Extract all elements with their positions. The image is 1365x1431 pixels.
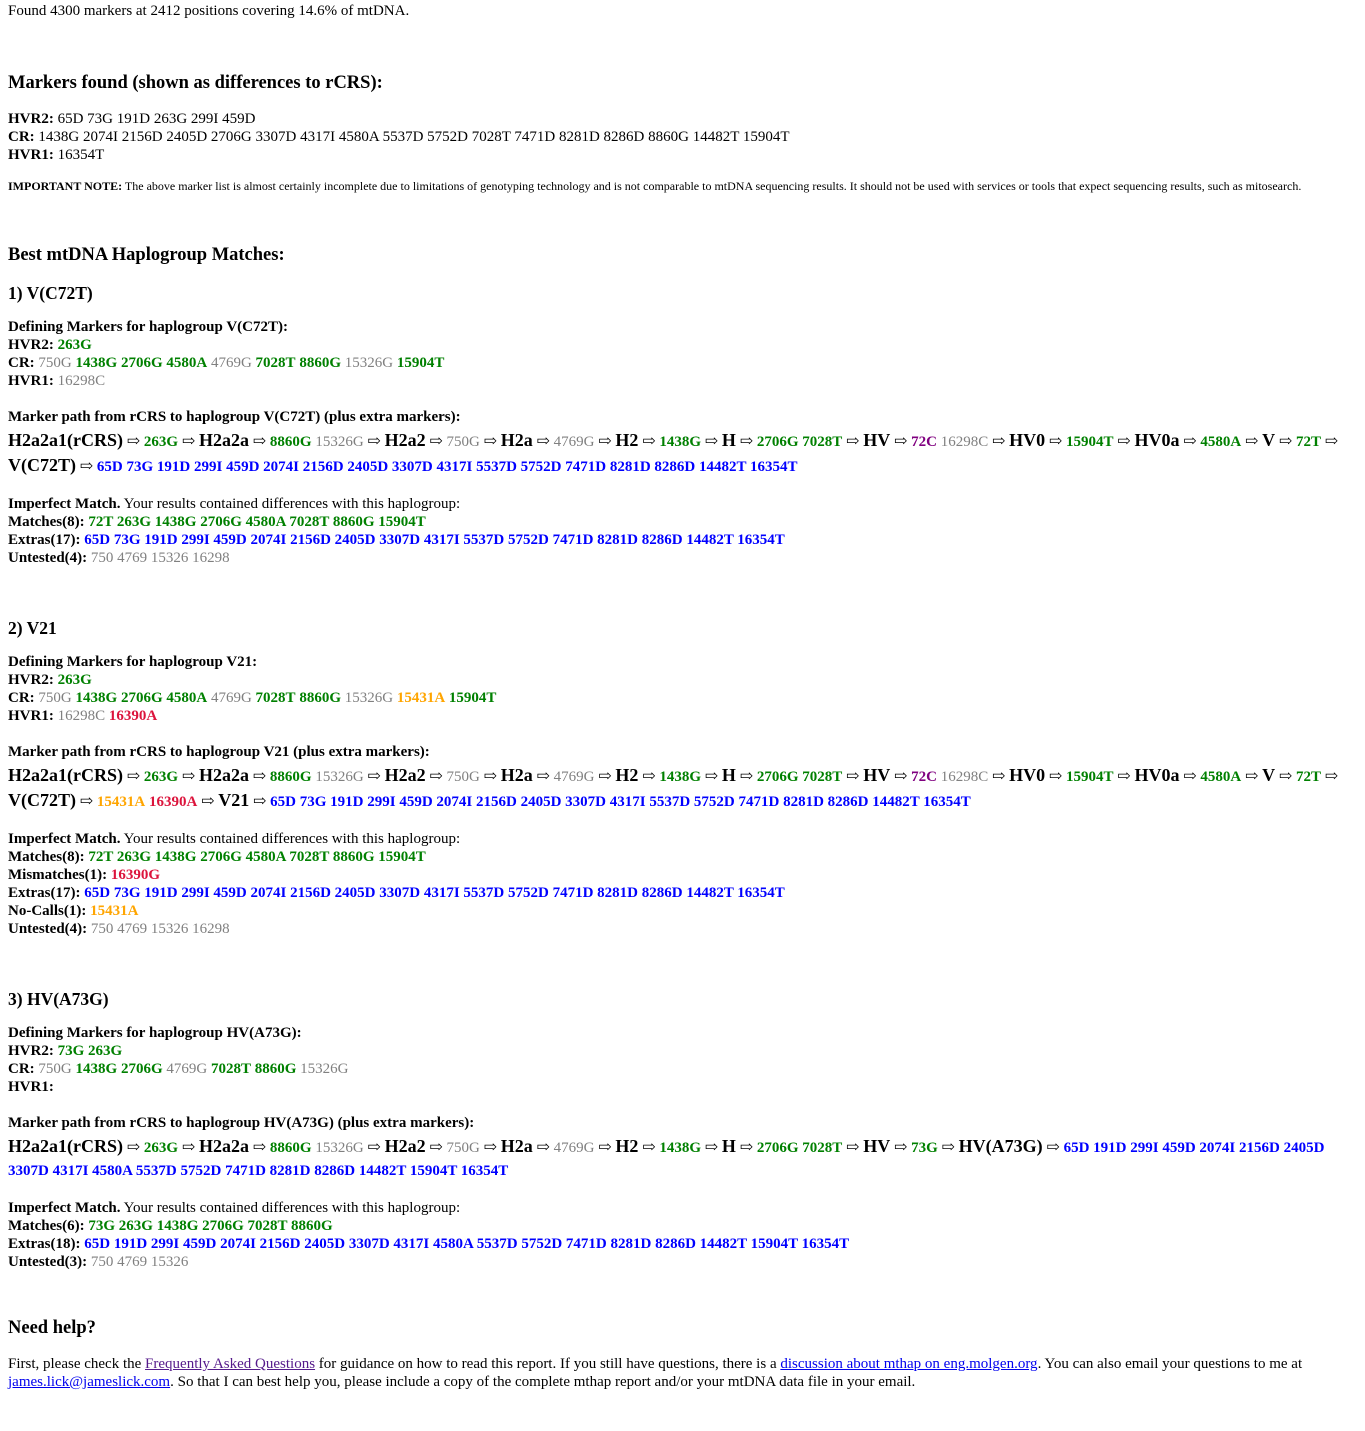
arrow-icon: ⇨	[893, 1139, 908, 1156]
marker: 7028T	[255, 690, 296, 706]
defining-row	[8, 1060, 1357, 1078]
result-values: 65D 73G 191D 299I 459D 2074I 2156D 2405D 3307D 4317I 5537D 5752D 7471D 8281D 8286D 14482T 16354T	[84, 532, 785, 548]
marker: 750G	[38, 690, 72, 706]
defining-label: Defining Markers for haplogroup V(C72T):	[8, 319, 289, 335]
region-label: CR:	[8, 129, 35, 145]
haplogroup-node: H2a2a1(rCRS)	[8, 1136, 123, 1156]
marker: 15904T	[448, 690, 497, 706]
match-results	[8, 1199, 1357, 1271]
arrow-icon: ⇨	[704, 1139, 719, 1156]
marker: 7028T	[255, 355, 296, 371]
marker: 8860G	[269, 769, 312, 785]
arrow-icon: ⇨	[991, 433, 1006, 450]
marker: 72T	[1296, 769, 1322, 785]
markers-heading: Markers found (shown as differences to rCRS):	[8, 73, 383, 93]
note-text: The above marker list is almost certainly incomplete due to limitations of genotyping technology and is not comparable to mtDNA sequencing results. It should not be used with services or tools that expect sequencing results, such as mitosearch.	[122, 179, 1302, 193]
result-values: 750 4769 15326	[90, 1254, 189, 1270]
marker: 4580A	[166, 690, 208, 706]
haplogroup-node: V(C72T)	[8, 455, 76, 475]
arrow-icon: ⇨	[739, 433, 754, 450]
haplogroup-node: H2a2a1(rCRS)	[8, 430, 123, 450]
arrow-icon: ⇨	[739, 768, 754, 785]
marker: 15326G	[344, 690, 394, 706]
path-label: Marker path from rCRS to haplogroup V(C72T) (plus extra markers):	[8, 409, 461, 425]
path-line	[8, 429, 1357, 479]
marker: 16298C	[940, 434, 989, 450]
match-title: 2) V21	[8, 618, 57, 638]
arrow-icon: ⇨	[846, 433, 860, 450]
marker: 72C	[911, 769, 937, 785]
arrow-icon: ⇨	[79, 458, 94, 475]
matches-list	[8, 266, 1357, 1271]
haplogroup-match	[8, 266, 1357, 601]
arrow-icon: ⇨	[1183, 433, 1197, 450]
result-row	[8, 1235, 1357, 1253]
marker: 1438G	[659, 1140, 702, 1156]
marker: 15326G	[344, 355, 394, 371]
marker: 16390A	[108, 708, 158, 724]
arrow-icon: ⇨	[253, 793, 267, 810]
result-label: No-Calls(1):	[8, 903, 87, 919]
marker: 72C	[911, 434, 937, 450]
marker: 4769G	[553, 1140, 595, 1156]
arrow-icon: ⇨	[893, 433, 908, 450]
marker-row	[8, 110, 1357, 128]
haplogroup-node: HV0	[1009, 765, 1046, 785]
arrow-icon: ⇨	[642, 768, 656, 785]
haplogroup-node: H2a2	[384, 430, 426, 450]
result-label: Untested(4):	[8, 921, 88, 937]
summary: Found 4300 markers at 2412 positions covering 14.6% of mtDNA.	[8, 3, 410, 19]
haplogroup-node: H2a	[500, 430, 533, 450]
imperfect-match	[8, 1199, 1357, 1217]
imperfect-match	[8, 830, 1357, 848]
marker: 1438G	[75, 355, 118, 371]
result-row	[8, 902, 1357, 920]
marker: 7028T	[802, 769, 843, 785]
arrow-icon: ⇨	[536, 433, 550, 450]
arrow-icon: ⇨	[367, 433, 381, 450]
arrow-icon: ⇨	[1117, 433, 1131, 450]
marker: 65D 73G 191D 299I 459D 2074I 2156D 2405D 3307D 4317I 5537D 5752D 7471D 8281D 8286D 14482T 16354T	[270, 794, 971, 810]
note-label: IMPORTANT NOTE:	[8, 179, 123, 193]
marker: 72T	[1296, 434, 1322, 450]
marker: 15326G	[315, 1140, 364, 1156]
marker: 750G	[38, 355, 72, 371]
region-label: HVR2:	[8, 337, 54, 353]
marker-row	[8, 146, 1357, 164]
haplogroup-node: H2a2a1(rCRS)	[8, 765, 123, 785]
marker: 7028T	[802, 434, 843, 450]
arrow-icon: ⇨	[642, 433, 656, 450]
result-label: Untested(4):	[8, 550, 88, 566]
marker: 2706G	[756, 769, 799, 785]
arrow-icon: ⇨	[483, 433, 497, 450]
result-row	[8, 920, 1357, 938]
marker: 16298C	[57, 708, 106, 724]
region-label: HVR1:	[8, 708, 54, 724]
defining-label: Defining Markers for haplogroup HV(A73G):	[8, 1025, 302, 1041]
defining-row	[8, 354, 1357, 372]
result-values: 65D 73G 191D 299I 459D 2074I 2156D 2405D 3307D 4317I 5537D 5752D 7471D 8281D 8286D 14482T 16354T	[84, 885, 785, 901]
arrow-icon: ⇨	[429, 433, 443, 450]
marker: 7028T	[210, 1061, 251, 1077]
arrow-icon: ⇨	[1278, 433, 1293, 450]
imperfect-text: Your results contained differences with this haplogroup:	[120, 496, 461, 512]
marker: 15431A	[396, 690, 446, 706]
imperfect-text: Your results contained differences with this haplogroup:	[120, 1200, 461, 1216]
markers-list	[8, 110, 1357, 164]
arrow-icon: ⇨	[126, 768, 141, 785]
marker: 263G	[88, 1043, 123, 1059]
haplogroup-node: V	[1262, 765, 1276, 785]
discussion-link[interactable]: discussion about mthap on eng.molgen.org	[780, 1356, 1038, 1372]
arrow-icon: ⇨	[79, 793, 94, 810]
result-label: Matches(8):	[8, 849, 85, 865]
result-values: 73G 263G 1438G 2706G 7028T 8860G	[88, 1218, 333, 1234]
region-label: CR:	[8, 355, 35, 371]
haplogroup-node: V21	[218, 790, 250, 810]
imperfect-label: Imperfect Match.	[8, 1200, 121, 1216]
haplogroup-node: H2	[615, 1136, 639, 1156]
arrow-icon: ⇨	[126, 1139, 141, 1156]
haplogroup-node: V	[1262, 430, 1276, 450]
arrow-icon: ⇨	[181, 768, 196, 785]
marker: 8860G	[254, 1061, 297, 1077]
haplogroup-node: H	[721, 765, 736, 785]
marker: 15326G	[300, 1061, 349, 1077]
marker: 2706G	[756, 1140, 799, 1156]
arrow-icon: ⇨	[1244, 433, 1259, 450]
result-row	[8, 866, 1357, 884]
marker: 16298C	[57, 373, 106, 389]
marker: 8860G	[269, 1140, 312, 1156]
arrow-icon: ⇨	[1048, 433, 1063, 450]
region-label: HVR2:	[8, 1043, 54, 1059]
arrow-icon: ⇨	[846, 768, 860, 785]
arrow-icon: ⇨	[252, 768, 267, 785]
marker-path	[8, 741, 1357, 814]
arrow-icon: ⇨	[181, 1139, 196, 1156]
marker: 1438G	[659, 434, 702, 450]
arrow-icon: ⇨	[642, 1139, 656, 1156]
marker: 15326G	[315, 434, 364, 450]
marker: 4769G	[166, 1061, 208, 1077]
marker: 15904T	[1066, 434, 1114, 450]
result-label: Extras(17):	[8, 885, 81, 901]
defining-row	[8, 1078, 1357, 1096]
marker: 73G	[57, 1043, 85, 1059]
marker: 2706G	[756, 434, 799, 450]
region-label: HVR1:	[8, 147, 54, 163]
imperfect-match	[8, 495, 1357, 513]
marker: 73G	[911, 1140, 938, 1156]
result-row	[8, 884, 1357, 902]
marker-values: 16354T	[57, 147, 105, 163]
result-values: 65D 191D 299I 459D 2074I 2156D 2405D 3307D 4317I 4580A 5537D 5752D 7471D 8281D 8286D 14482T 15904T 16354T	[84, 1236, 850, 1252]
arrow-icon: ⇨	[367, 1139, 381, 1156]
haplogroup-node: V(C72T)	[8, 790, 76, 810]
arrow-icon: ⇨	[536, 1139, 550, 1156]
marker: 8860G	[299, 690, 341, 706]
result-label: Extras(17):	[8, 532, 81, 548]
haplogroup-node: HV	[863, 430, 891, 450]
arrow-icon: ⇨	[1048, 768, 1063, 785]
marker: 7028T	[802, 1140, 843, 1156]
arrow-icon: ⇨	[846, 1139, 860, 1156]
path-label: Marker path from rCRS to haplogroup V21 (plus extra markers):	[8, 744, 430, 760]
region-label: HVR2:	[8, 672, 54, 688]
haplogroup-match	[8, 972, 1357, 1271]
arrow-icon: ⇨	[1324, 433, 1339, 450]
result-values: 72T 263G 1438G 2706G 4580A 7028T 8860G 15904T	[88, 849, 426, 865]
marker: 4769G	[210, 690, 252, 706]
defining-row	[8, 336, 1357, 354]
result-values: 750 4769 15326 16298	[90, 550, 230, 566]
defining-row	[8, 1042, 1357, 1060]
marker: 1438G	[659, 769, 702, 785]
result-row	[8, 848, 1357, 866]
marker-row	[8, 128, 1357, 146]
haplogroup-node: H2a2a	[198, 430, 249, 450]
haplogroup-node: H2a2	[384, 765, 426, 785]
marker-path	[8, 406, 1357, 479]
marker: 263G	[143, 434, 179, 450]
match-results	[8, 830, 1357, 938]
defining-row	[8, 707, 1357, 725]
haplogroup-node: HV0a	[1134, 765, 1180, 785]
result-label: Extras(18):	[8, 1236, 81, 1252]
arrow-icon: ⇨	[739, 1139, 754, 1156]
result-values: 750 4769 15326 16298	[90, 921, 230, 937]
marker: 16390A	[149, 794, 198, 810]
marker: 263G	[57, 337, 92, 353]
haplogroup-node: H	[721, 430, 736, 450]
result-row	[8, 1253, 1357, 1271]
defining-markers	[8, 318, 1357, 390]
marker-values: 65D 73G 191D 263G 299I 459D	[57, 111, 256, 127]
defining-markers	[8, 653, 1357, 725]
marker: 263G	[57, 672, 92, 688]
path-line	[8, 1135, 1357, 1183]
defining-row	[8, 372, 1357, 390]
result-row	[8, 549, 1357, 567]
result-values: 72T 263G 1438G 2706G 4580A 7028T 8860G 15904T	[88, 514, 426, 530]
arrow-icon: ⇨	[1117, 768, 1131, 785]
path-label: Marker path from rCRS to haplogroup HV(A73G) (plus extra markers):	[8, 1115, 475, 1131]
arrow-icon: ⇨	[252, 433, 267, 450]
match-results	[8, 495, 1357, 567]
marker: 750G	[446, 1140, 480, 1156]
marker: 4580A	[166, 355, 208, 371]
marker: 2706G	[120, 690, 163, 706]
result-row	[8, 531, 1357, 549]
match-title: 3) HV(A73G)	[8, 989, 109, 1009]
arrow-icon: ⇨	[429, 1139, 443, 1156]
region-label: HVR1:	[8, 1079, 54, 1095]
defining-markers	[8, 1024, 1357, 1096]
marker: 16298C	[940, 769, 989, 785]
marker: 15326G	[315, 769, 364, 785]
haplogroup-node: HV	[863, 765, 891, 785]
marker: 2706G	[120, 1061, 163, 1077]
arrow-icon: ⇨	[1324, 768, 1339, 785]
marker: 1438G	[75, 1061, 118, 1077]
haplogroup-node: HV0	[1009, 430, 1046, 450]
imperfect-label: Imperfect Match.	[8, 496, 121, 512]
arrow-icon: ⇨	[893, 768, 908, 785]
result-label: Matches(6):	[8, 1218, 85, 1234]
result-row	[8, 513, 1357, 531]
region-label: HVR2:	[8, 111, 54, 127]
haplogroup-node: H2a2	[384, 1136, 426, 1156]
email-link[interactable]: james.lick@jameslick.com	[8, 1374, 171, 1390]
result-values: 15431A	[90, 903, 139, 919]
marker: 1438G	[75, 690, 118, 706]
match-title: 1) V(C72T)	[8, 283, 93, 303]
arrow-icon: ⇨	[252, 1139, 267, 1156]
arrow-icon: ⇨	[941, 1139, 955, 1156]
haplogroup-match	[8, 601, 1357, 972]
marker: 750G	[446, 769, 480, 785]
help-heading: Need help?	[8, 1318, 96, 1338]
arrow-icon: ⇨	[429, 768, 443, 785]
marker: 2706G	[120, 355, 163, 371]
haplogroup-node: H2a2a	[198, 765, 249, 785]
arrow-icon: ⇨	[991, 768, 1006, 785]
marker-path	[8, 1112, 1357, 1183]
marker: 263G	[143, 1140, 179, 1156]
marker: 8860G	[269, 434, 312, 450]
faq-link[interactable]: Frequently Asked Questions	[145, 1356, 316, 1372]
result-values: 16390G	[110, 867, 161, 883]
marker: 15904T	[396, 355, 445, 371]
result-label: Untested(3):	[8, 1254, 88, 1270]
arrow-icon: ⇨	[536, 768, 550, 785]
arrow-icon: ⇨	[598, 1139, 612, 1156]
haplogroup-node: H2	[615, 765, 639, 785]
marker: 65D 73G 191D 299I 459D 2074I 2156D 2405D 3307D 4317I 5537D 5752D 7471D 8281D 8286D 14482T 16354T	[96, 459, 798, 475]
arrow-icon: ⇨	[1183, 768, 1197, 785]
marker: 4769G	[553, 769, 595, 785]
arrow-icon: ⇨	[704, 433, 719, 450]
marker: 750G	[38, 1061, 72, 1077]
arrow-icon: ⇨	[483, 1139, 497, 1156]
marker: 4580A	[1200, 434, 1242, 450]
haplogroup-node: HV(A73G)	[958, 1136, 1043, 1156]
marker: 15904T	[1066, 769, 1114, 785]
haplogroup-node: H2	[615, 430, 639, 450]
arrow-icon: ⇨	[126, 433, 141, 450]
marker: 263G	[143, 769, 179, 785]
arrow-icon: ⇨	[1278, 768, 1293, 785]
imperfect-label: Imperfect Match.	[8, 831, 121, 847]
result-label: Matches(8):	[8, 514, 85, 530]
region-label: HVR1:	[8, 373, 54, 389]
haplogroup-node: HV0a	[1134, 430, 1180, 450]
arrow-icon: ⇨	[483, 768, 497, 785]
haplogroup-node: HV	[863, 1136, 891, 1156]
defining-row	[8, 671, 1357, 689]
marker-values: 1438G 2074I 2156D 2405D 2706G 3307D 4317I 4580A 5537D 5752D 7028T 7471D 8281D 8286D 8860G 14482T 15904T	[38, 129, 790, 145]
region-label: CR:	[8, 1061, 35, 1077]
arrow-icon: ⇨	[704, 768, 719, 785]
haplogroup-node: H2a	[500, 1136, 533, 1156]
region-label: CR:	[8, 690, 35, 706]
important-note	[8, 178, 1357, 194]
best-matches-heading: Best mtDNA Haplogroup Matches:	[8, 245, 285, 265]
imperfect-text: Your results contained differences with this haplogroup:	[120, 831, 461, 847]
arrow-icon: ⇨	[598, 768, 612, 785]
result-label: Mismatches(1):	[8, 867, 108, 883]
haplogroup-node: H2a2a	[198, 1136, 249, 1156]
arrow-icon: ⇨	[1046, 1139, 1060, 1156]
arrow-icon: ⇨	[201, 793, 215, 810]
marker: 750G	[446, 434, 480, 450]
marker: 65D 191D 299I 459D 2074I 2156D 2405D 3307D 4317I 4580A 5537D 5752D 7471D 8281D 8286D 14482T 15904T 16354T	[8, 1140, 1325, 1179]
arrow-icon: ⇨	[1244, 768, 1259, 785]
haplogroup-node: H	[721, 1136, 736, 1156]
defining-label: Defining Markers for haplogroup V21:	[8, 654, 258, 670]
result-row	[8, 1217, 1357, 1235]
defining-row	[8, 689, 1357, 707]
arrow-icon: ⇨	[598, 433, 612, 450]
path-line	[8, 764, 1357, 814]
arrow-icon: ⇨	[367, 768, 381, 785]
marker: 4580A	[1200, 769, 1242, 785]
haplogroup-node: H2a	[500, 765, 533, 785]
marker: 15431A	[96, 794, 146, 810]
marker: 8860G	[299, 355, 341, 371]
marker: 4769G	[210, 355, 252, 371]
marker: 4769G	[553, 434, 595, 450]
help-text: First, please check the Frequently Asked Questions for guidance on how to read this report. If you still have questions, there is a discussion about mthap on eng.molgen.org. You can also email your questions to me at james.lick@jameslick.com. So that I can best help you, please include a copy of the complete mthap report and/or your mtDNA data file in your email.	[8, 1356, 1303, 1390]
arrow-icon: ⇨	[181, 433, 196, 450]
